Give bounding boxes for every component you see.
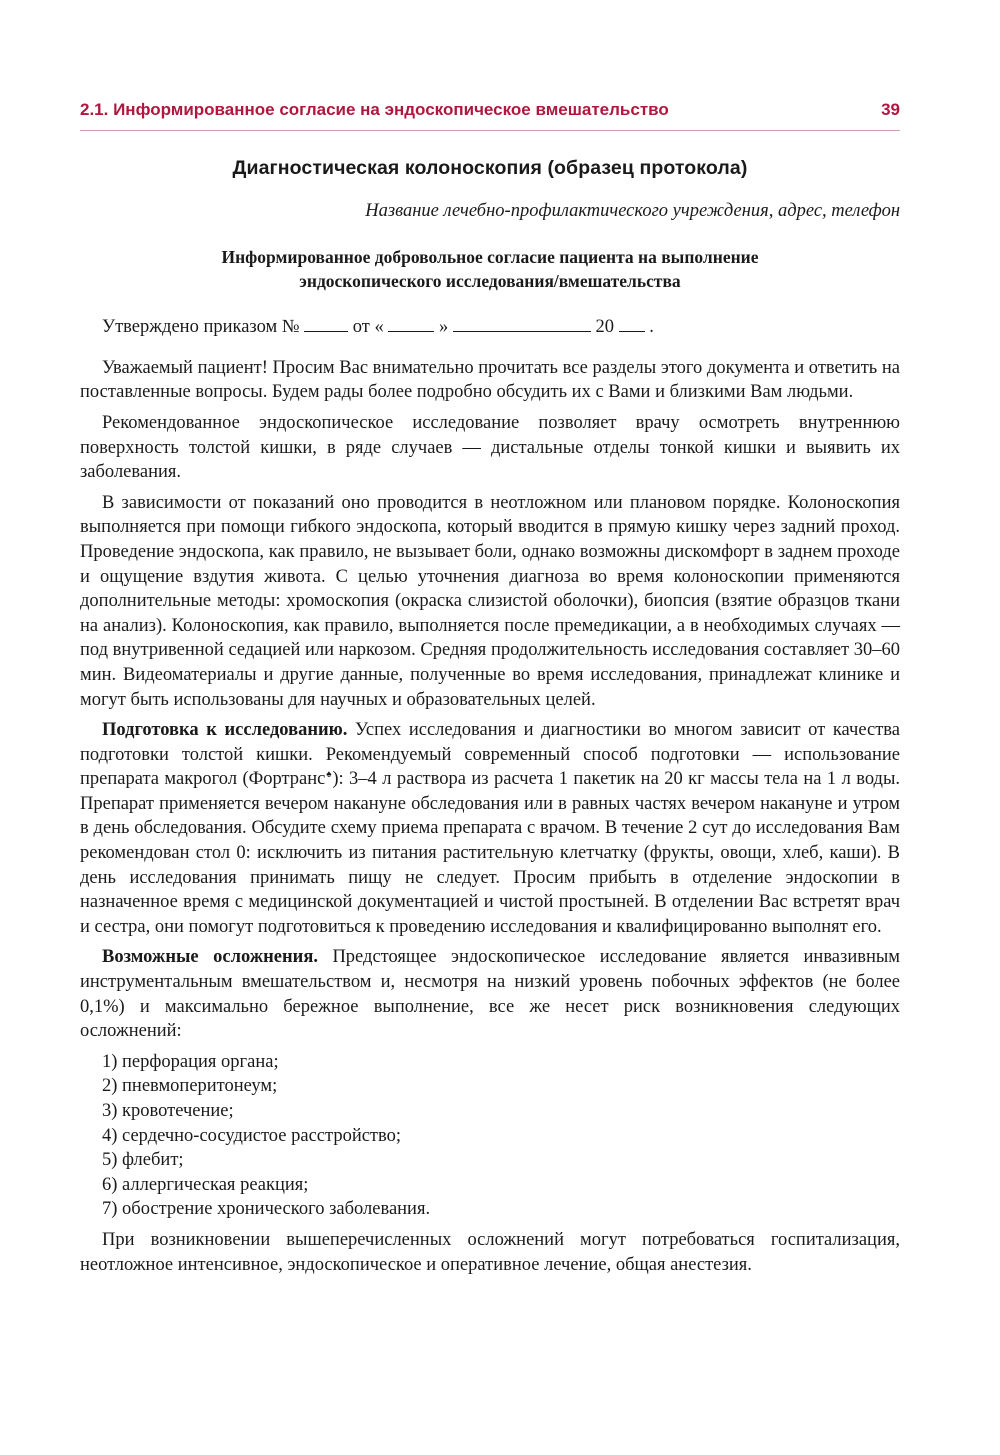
paragraph-closing: При возникновении вышеперечисленных осложнений могут потребоваться госпитализация, неотложное интенсивное, эндоскопическое и оперативное лечение, общая анестезия.: [80, 1229, 900, 1275]
preparation-text-after: ): 3–4 л раствора из расчета 1 пакетик на 20 кг массы тела на 1 л воды. Препарат применяется вечером накануне обследования или в равных частях вечером накануне и утром в день обследования. Обсудите схему приема препарата с врачом. В течение 2 сут до исследования Вам рекомендован стол 0: исключить из питания растительную клетчатку (фрукты, овощи, хлеб, каши). В день исследования принимать пищу не следует. Просим прибыть в отделение эндоскопии в назначенное время с медицинской документацией и чистой простыней. В отделении Вас встретят врач и сестра, они помогут подготовиться к проведению исследования и квалифицированно выполнят его.: [80, 769, 901, 937]
order-number-blank: [304, 315, 348, 332]
running-head: [80, 100, 900, 120]
list-item: 6) аллергическая реакция;: [102, 1174, 309, 1195]
list-item: 7) обострение хронического заболевания.: [102, 1199, 431, 1220]
list-item: 5) флебит;: [102, 1150, 184, 1171]
paragraph-purpose: Рекомендованное эндоскопическое исследование позволяет врачу осмотреть внутреннюю поверхность толстой кишки, в ряде случаев — дистальные отделы тонкой кишки и выявить их заболевания.: [80, 412, 900, 483]
page-number: 39: [881, 100, 900, 119]
page-content: [80, 150, 900, 1283]
institution-line: Название лечебно-профилактического учреждения, адрес, телефон: [365, 200, 900, 221]
section-title: 2.1. Информированное согласие на эндоскопическое вмешательство: [80, 100, 669, 119]
list-item: 3) кровотечение;: [102, 1101, 234, 1121]
complications-label: Возможные осложнения.: [102, 947, 318, 968]
registered-drug-mark: ♠: [325, 769, 333, 781]
preparation-label: Подготовка к исследованию.: [102, 720, 348, 741]
approval-end: .: [649, 317, 654, 338]
approval-line: [102, 315, 900, 340]
paragraph-procedure: В зависимости от показаний оно проводится в неотложном или плановом порядке. Колоноскопия выполняется при помощи гибкого эндоскопа, который вводится в прямую кишку через задний проход. Проведение эндоскопа, как правило, не вызывает боли, однако возможны дискомфорт в заднем проходе и ощущение вздутия живота. С целью уточнения диагноза во время колоноскопии применяются дополнительные методы: хромоскопия (окраска слизистой оболочки), биопсия (взятие образцов ткани на анализ). Колоноскопия, как правило, выполняется после премедикации, а в необходимых случаях — под внутривенной седацией или наркозом. Средняя продолжительность исследования составляет 30–60 мин. Видеоматериалы и другие данные, полученные во время исследования, принадлежат клинике и могут быть использованы для научных и образовательных целей.: [80, 492, 900, 710]
year-blank: [619, 315, 645, 332]
approval-prefix: Утверждено приказом №: [102, 317, 300, 338]
complications-list: [80, 1050, 900, 1222]
day-blank: [388, 315, 434, 332]
preparation-text-before: Успех исследования и диагностики во многом зависит от качества подготовки толстой кишки. Рекомендуемый современный способ подготовки — использование препарата макрогол (Фортранс: [80, 720, 900, 790]
list-item: 2) пневмоперитонеум;: [102, 1076, 278, 1097]
consent-title-line-2: эндоскопического исследования/вмешательства: [299, 271, 681, 292]
complications-text: Предстоящее эндоскопическое исследование является инвазивным инструментальным вмешательством и, несмотря на низкий уровень побочных эффектов (не более 0,1%) и максимально бережное выполнение, все же несет риск возникновения следующих осложнений:: [80, 947, 900, 1042]
paragraph-complications: [80, 945, 900, 1043]
consent-title: [80, 245, 900, 293]
paragraph-preparation: [80, 718, 900, 939]
approval-from: от «: [352, 317, 384, 338]
month-blank: [453, 315, 591, 332]
list-item: 1) перфорация органа;: [102, 1051, 279, 1072]
document-title: Диагностическая колоноскопия (образец протокола): [232, 157, 748, 179]
header-divider: [80, 130, 900, 131]
approval-year-prefix: 20: [595, 317, 614, 338]
list-item: 4) сердечно-сосудистое расстройство;: [102, 1125, 402, 1146]
paragraph-greeting: Уважаемый пациент! Просим Вас внимательно прочитать все разделы этого документа и ответить на поставленные вопросы. Будем рады более подробно обсудить их с Вами и близкими Вам людьми.: [80, 357, 900, 403]
approval-quote-close: »: [438, 317, 449, 338]
consent-title-line-1: Информированное добровольное согласие пациента на выполнение: [221, 247, 759, 268]
